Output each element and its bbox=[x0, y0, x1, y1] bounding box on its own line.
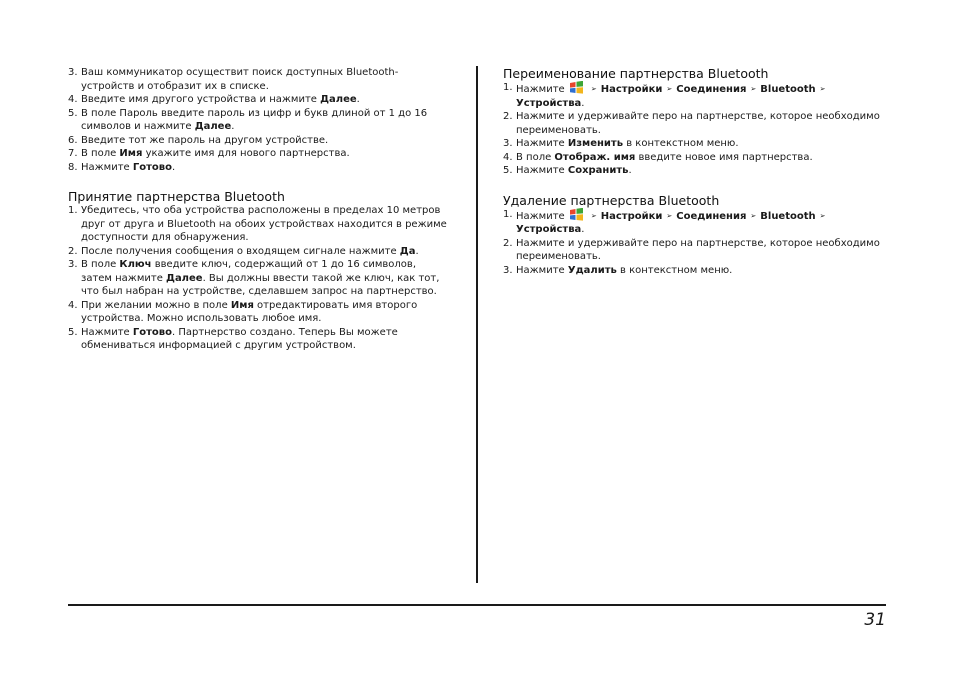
accept-partnership-heading: Принятие партнерства Bluetooth bbox=[68, 189, 285, 204]
ui-term: Соединения bbox=[676, 84, 747, 95]
list-item bbox=[503, 151, 883, 165]
ui-term: Bluetooth bbox=[760, 210, 816, 222]
ui-term: Ключ bbox=[119, 259, 152, 270]
list-item bbox=[68, 66, 448, 93]
ui-term: Настройки bbox=[600, 84, 663, 95]
accept-steps-list bbox=[68, 204, 448, 353]
step-text: Введите имя другого устройства и нажмите bbox=[81, 94, 321, 105]
left-column bbox=[68, 66, 448, 353]
ui-term: Далее bbox=[166, 272, 203, 284]
list-item bbox=[68, 161, 448, 175]
menu-path-arrow: ➢ bbox=[666, 211, 673, 220]
ui-term: Да bbox=[399, 245, 416, 257]
list-item bbox=[503, 110, 883, 137]
delete-partnership-heading: Удаление партнерства Bluetooth bbox=[503, 192, 720, 208]
list-item-number: 2. bbox=[68, 245, 78, 257]
list-item-number: 5. bbox=[68, 326, 78, 338]
step-text: В поле bbox=[81, 148, 120, 159]
step-text: введите новое имя партнерства. bbox=[635, 151, 813, 163]
windows-start-icon[interactable] bbox=[568, 81, 585, 95]
list-item bbox=[68, 258, 448, 299]
step-text: в контекстном меню. bbox=[616, 264, 733, 276]
step-text: . bbox=[356, 94, 360, 105]
ui-term: Изменить bbox=[567, 138, 624, 149]
rename-steps-list bbox=[503, 81, 883, 178]
step-text: В поле Пароль введите пароль из цифр и букв длиной от 1 до 16 символов и нажмите bbox=[81, 107, 428, 132]
step-text: Нажмите и удерживайте перо на партнерстве, которое необходимо переименовать. bbox=[516, 237, 880, 262]
list-item bbox=[68, 134, 448, 148]
footer-rule bbox=[68, 604, 886, 606]
ui-term: Готово bbox=[132, 161, 172, 173]
list-item-number: 1. bbox=[503, 208, 513, 220]
list-item-number: 2. bbox=[503, 111, 513, 122]
step-text: . Партнерство создано. Теперь Вы можете обмениваться информацией с другим устройством. bbox=[81, 326, 398, 351]
step-text: . bbox=[231, 121, 235, 132]
ui-term: Устройства bbox=[516, 97, 582, 109]
list-item bbox=[503, 264, 883, 278]
list-item-number: 2. bbox=[503, 237, 513, 249]
list-item-number: 6. bbox=[68, 134, 78, 146]
step-text: . bbox=[581, 224, 585, 235]
list-item-number: 3. bbox=[503, 138, 513, 149]
step-text: При желании можно в поле bbox=[81, 299, 231, 311]
list-item-number: 1. bbox=[68, 205, 78, 216]
step-text: введите ключ, содержащий от 1 до 16 символов, затем нажмите bbox=[81, 259, 416, 284]
list-item bbox=[503, 137, 883, 151]
step-text: Нажмите bbox=[81, 161, 133, 173]
step-text: Нажмите bbox=[516, 165, 568, 176]
page-number: 31 bbox=[864, 610, 886, 630]
ui-term: Далее bbox=[320, 94, 357, 105]
step-text: Нажмите bbox=[516, 264, 568, 276]
rename-partnership-heading: Переименование партнерства Bluetooth bbox=[503, 66, 769, 81]
list-item bbox=[503, 237, 883, 264]
windows-start-icon[interactable] bbox=[568, 208, 585, 222]
ui-term: Сохранить bbox=[567, 165, 629, 176]
list-item bbox=[503, 208, 883, 237]
step-text: Нажмите bbox=[516, 210, 568, 222]
step-text: Нажмите bbox=[516, 138, 568, 149]
list-item bbox=[68, 299, 448, 326]
step-text: отредактировать имя второго устройства. Можно использовать любое имя. bbox=[81, 299, 418, 324]
list-item bbox=[68, 93, 448, 107]
ui-term: Далее bbox=[194, 121, 232, 132]
right-column bbox=[503, 66, 883, 277]
step-text: . bbox=[628, 165, 632, 176]
list-item bbox=[68, 245, 448, 259]
step-text: . bbox=[415, 245, 419, 257]
ui-term: Соединения bbox=[676, 210, 747, 222]
list-item-number: 3. bbox=[68, 67, 78, 78]
list-item-number: 4. bbox=[503, 151, 513, 163]
list-item-number: 4. bbox=[68, 299, 78, 311]
menu-path-arrow: ➢ bbox=[819, 85, 826, 93]
step-text: укажите имя для нового партнерства. bbox=[142, 148, 350, 159]
pairing-steps-list bbox=[68, 66, 448, 174]
step-text: Нажмите bbox=[516, 84, 568, 95]
menu-path-arrow: ➢ bbox=[750, 85, 757, 93]
list-item bbox=[68, 204, 448, 245]
step-text: . bbox=[171, 161, 176, 173]
step-text: В поле bbox=[81, 259, 120, 270]
menu-path-arrow: ➢ bbox=[590, 85, 597, 93]
ui-term: Отображ. имя bbox=[554, 151, 636, 163]
step-text: . Вы должны ввести такой же ключ, как тот, что был набран на устройстве, сделавшем запрос на партнерство. bbox=[81, 272, 440, 297]
list-item-number: 1. bbox=[503, 82, 513, 93]
list-item-number: 4. bbox=[68, 94, 78, 105]
step-text: . bbox=[581, 97, 585, 109]
list-item-number: 8. bbox=[68, 161, 78, 173]
step-text: После получения сообщения о входящем сигнале нажмите bbox=[81, 245, 400, 257]
ui-term: Имя bbox=[119, 148, 143, 159]
list-item-number: 5. bbox=[503, 165, 513, 176]
list-item bbox=[68, 147, 448, 161]
list-item-number: 5. bbox=[68, 107, 78, 119]
ui-term: Настройки bbox=[600, 210, 663, 222]
step-text: Введите тот же пароль на другом устройстве. bbox=[81, 134, 329, 146]
ui-term: Имя bbox=[230, 299, 254, 311]
step-text: В поле bbox=[516, 151, 555, 163]
step-text: Нажмите bbox=[81, 326, 133, 338]
list-item-number: 3. bbox=[68, 259, 78, 270]
step-text: в контекстном меню. bbox=[623, 138, 739, 149]
column-divider bbox=[476, 66, 478, 583]
step-text: Нажмите и удерживайте перо на партнерстве, которое необходимо переименовать. bbox=[516, 111, 880, 136]
ui-term: Bluetooth bbox=[760, 84, 816, 95]
menu-path-arrow: ➢ bbox=[750, 211, 757, 220]
delete-steps-list bbox=[503, 208, 883, 278]
list-item bbox=[503, 164, 883, 178]
list-item bbox=[68, 107, 448, 134]
step-text: Ваш коммуникатор осуществит поиск доступных Bluetooth-устройств и отобразит их в списке. bbox=[81, 67, 399, 92]
menu-path-arrow: ➢ bbox=[819, 211, 826, 220]
list-item bbox=[503, 81, 883, 110]
ui-term: Устройства bbox=[516, 224, 582, 235]
step-text: Убедитесь, что оба устройства расположены в пределах 10 метров друг от друга и Bluetooth на обоих устройствах находится в режиме доступности для обнаружения. bbox=[81, 205, 447, 243]
menu-path-arrow: ➢ bbox=[590, 211, 597, 220]
list-item-number: 7. bbox=[68, 148, 78, 159]
list-item-number: 3. bbox=[503, 264, 513, 276]
ui-term: Готово bbox=[132, 326, 172, 338]
list-item bbox=[68, 326, 448, 353]
ui-term: Удалить bbox=[567, 264, 617, 276]
menu-path-arrow: ➢ bbox=[666, 85, 673, 93]
